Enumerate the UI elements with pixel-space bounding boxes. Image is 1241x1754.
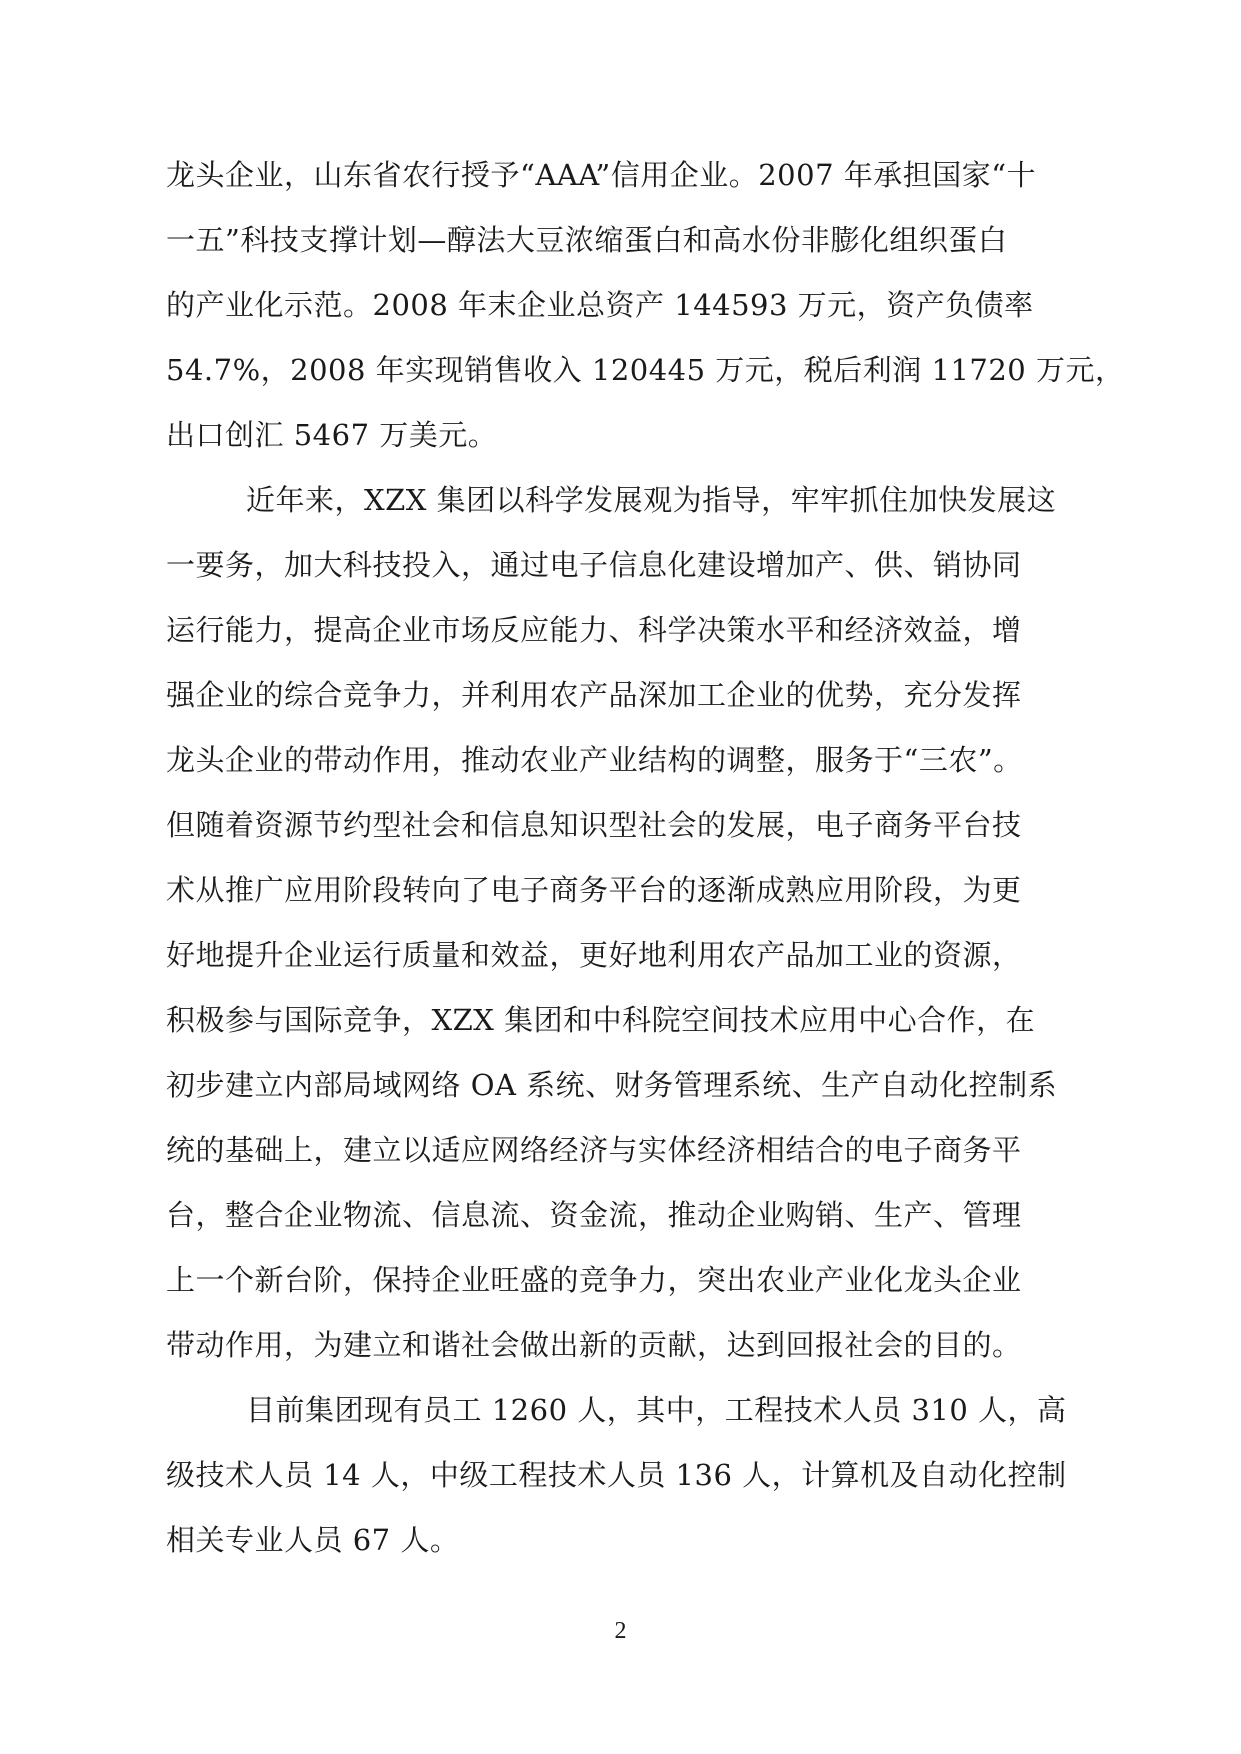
page-number: 2 bbox=[614, 1618, 627, 1644]
text-line: 54.7%，2008 年实现销售收入 120445 万元，税后利润 11720 万元， bbox=[166, 353, 1125, 387]
text-line: 台，整合企业物流、信息流、资金流，推动企业购销、生产、管理 bbox=[166, 1198, 1022, 1232]
paragraph-first-line: 近年来，XZX 集团以科学发展观为指导，牢牢抓住加快发展这 bbox=[246, 483, 1057, 517]
text-line: 但随着资源节约型社会和信息知识型社会的发展，电子商务平台技 bbox=[166, 808, 1022, 842]
paragraph-first-line: 目前集团现有员工 1260 人，其中，工程技术人员 310 人，高 bbox=[246, 1393, 1067, 1427]
text-line: 术从推广应用阶段转向了电子商务平台的逐渐成熟应用阶段，为更 bbox=[166, 873, 1022, 907]
text-line: 带动作用，为建立和谐社会做出新的贡献，达到回报社会的目的。 bbox=[166, 1328, 1022, 1362]
text-line: 统的基础上，建立以适应网络经济与实体经济相结合的电子商务平 bbox=[166, 1133, 1022, 1167]
text-line: 上一个新台阶，保持企业旺盛的竞争力，突出农业产业化龙头企业 bbox=[166, 1263, 1022, 1297]
text-line: 龙头企业，山东省农行授予“AAA”信用企业。2007 年承担国家“十 bbox=[166, 158, 1037, 192]
text-line: 一要务，加大科技投入，通过电子信息化建设增加产、供、销协同 bbox=[166, 548, 1022, 582]
text-line: 一五”科技支撑计划—醇法大豆浓缩蛋白和高水份非膨化组织蛋白 bbox=[166, 223, 1008, 257]
text-line: 级技术人员 14 人，中级工程技术人员 136 人，计算机及自动化控制 bbox=[166, 1458, 1067, 1492]
text-line: 龙头企业的带动作用，推动农业产业结构的调整，服务于“三农”。 bbox=[166, 743, 1023, 777]
text-line: 运行能力，提高企业市场反应能力、科学决策水平和经济效益，增 bbox=[166, 613, 1022, 647]
text-line: 相关专业人员 67 人。 bbox=[166, 1523, 460, 1557]
text-line: 出口创汇 5467 万美元。 bbox=[166, 418, 498, 452]
text-line: 好地提升企业运行质量和效益，更好地利用农产品加工业的资源， bbox=[166, 938, 1022, 972]
text-line: 的产业化示范。2008 年末企业总资产 144593 万元，资产负债率 bbox=[166, 288, 1034, 322]
text-line: 积极参与国际竞争，XZX 集团和中科院空间技术应用中心合作，在 bbox=[166, 1003, 1036, 1037]
body-text bbox=[166, 143, 1125, 1573]
text-line: 初步建立内部局域网络 OA 系统、财务管理系统、生产自动化控制系 bbox=[166, 1068, 1058, 1102]
text-line: 强企业的综合竞争力，并利用农产品深加工企业的优势，充分发挥 bbox=[166, 678, 1022, 712]
